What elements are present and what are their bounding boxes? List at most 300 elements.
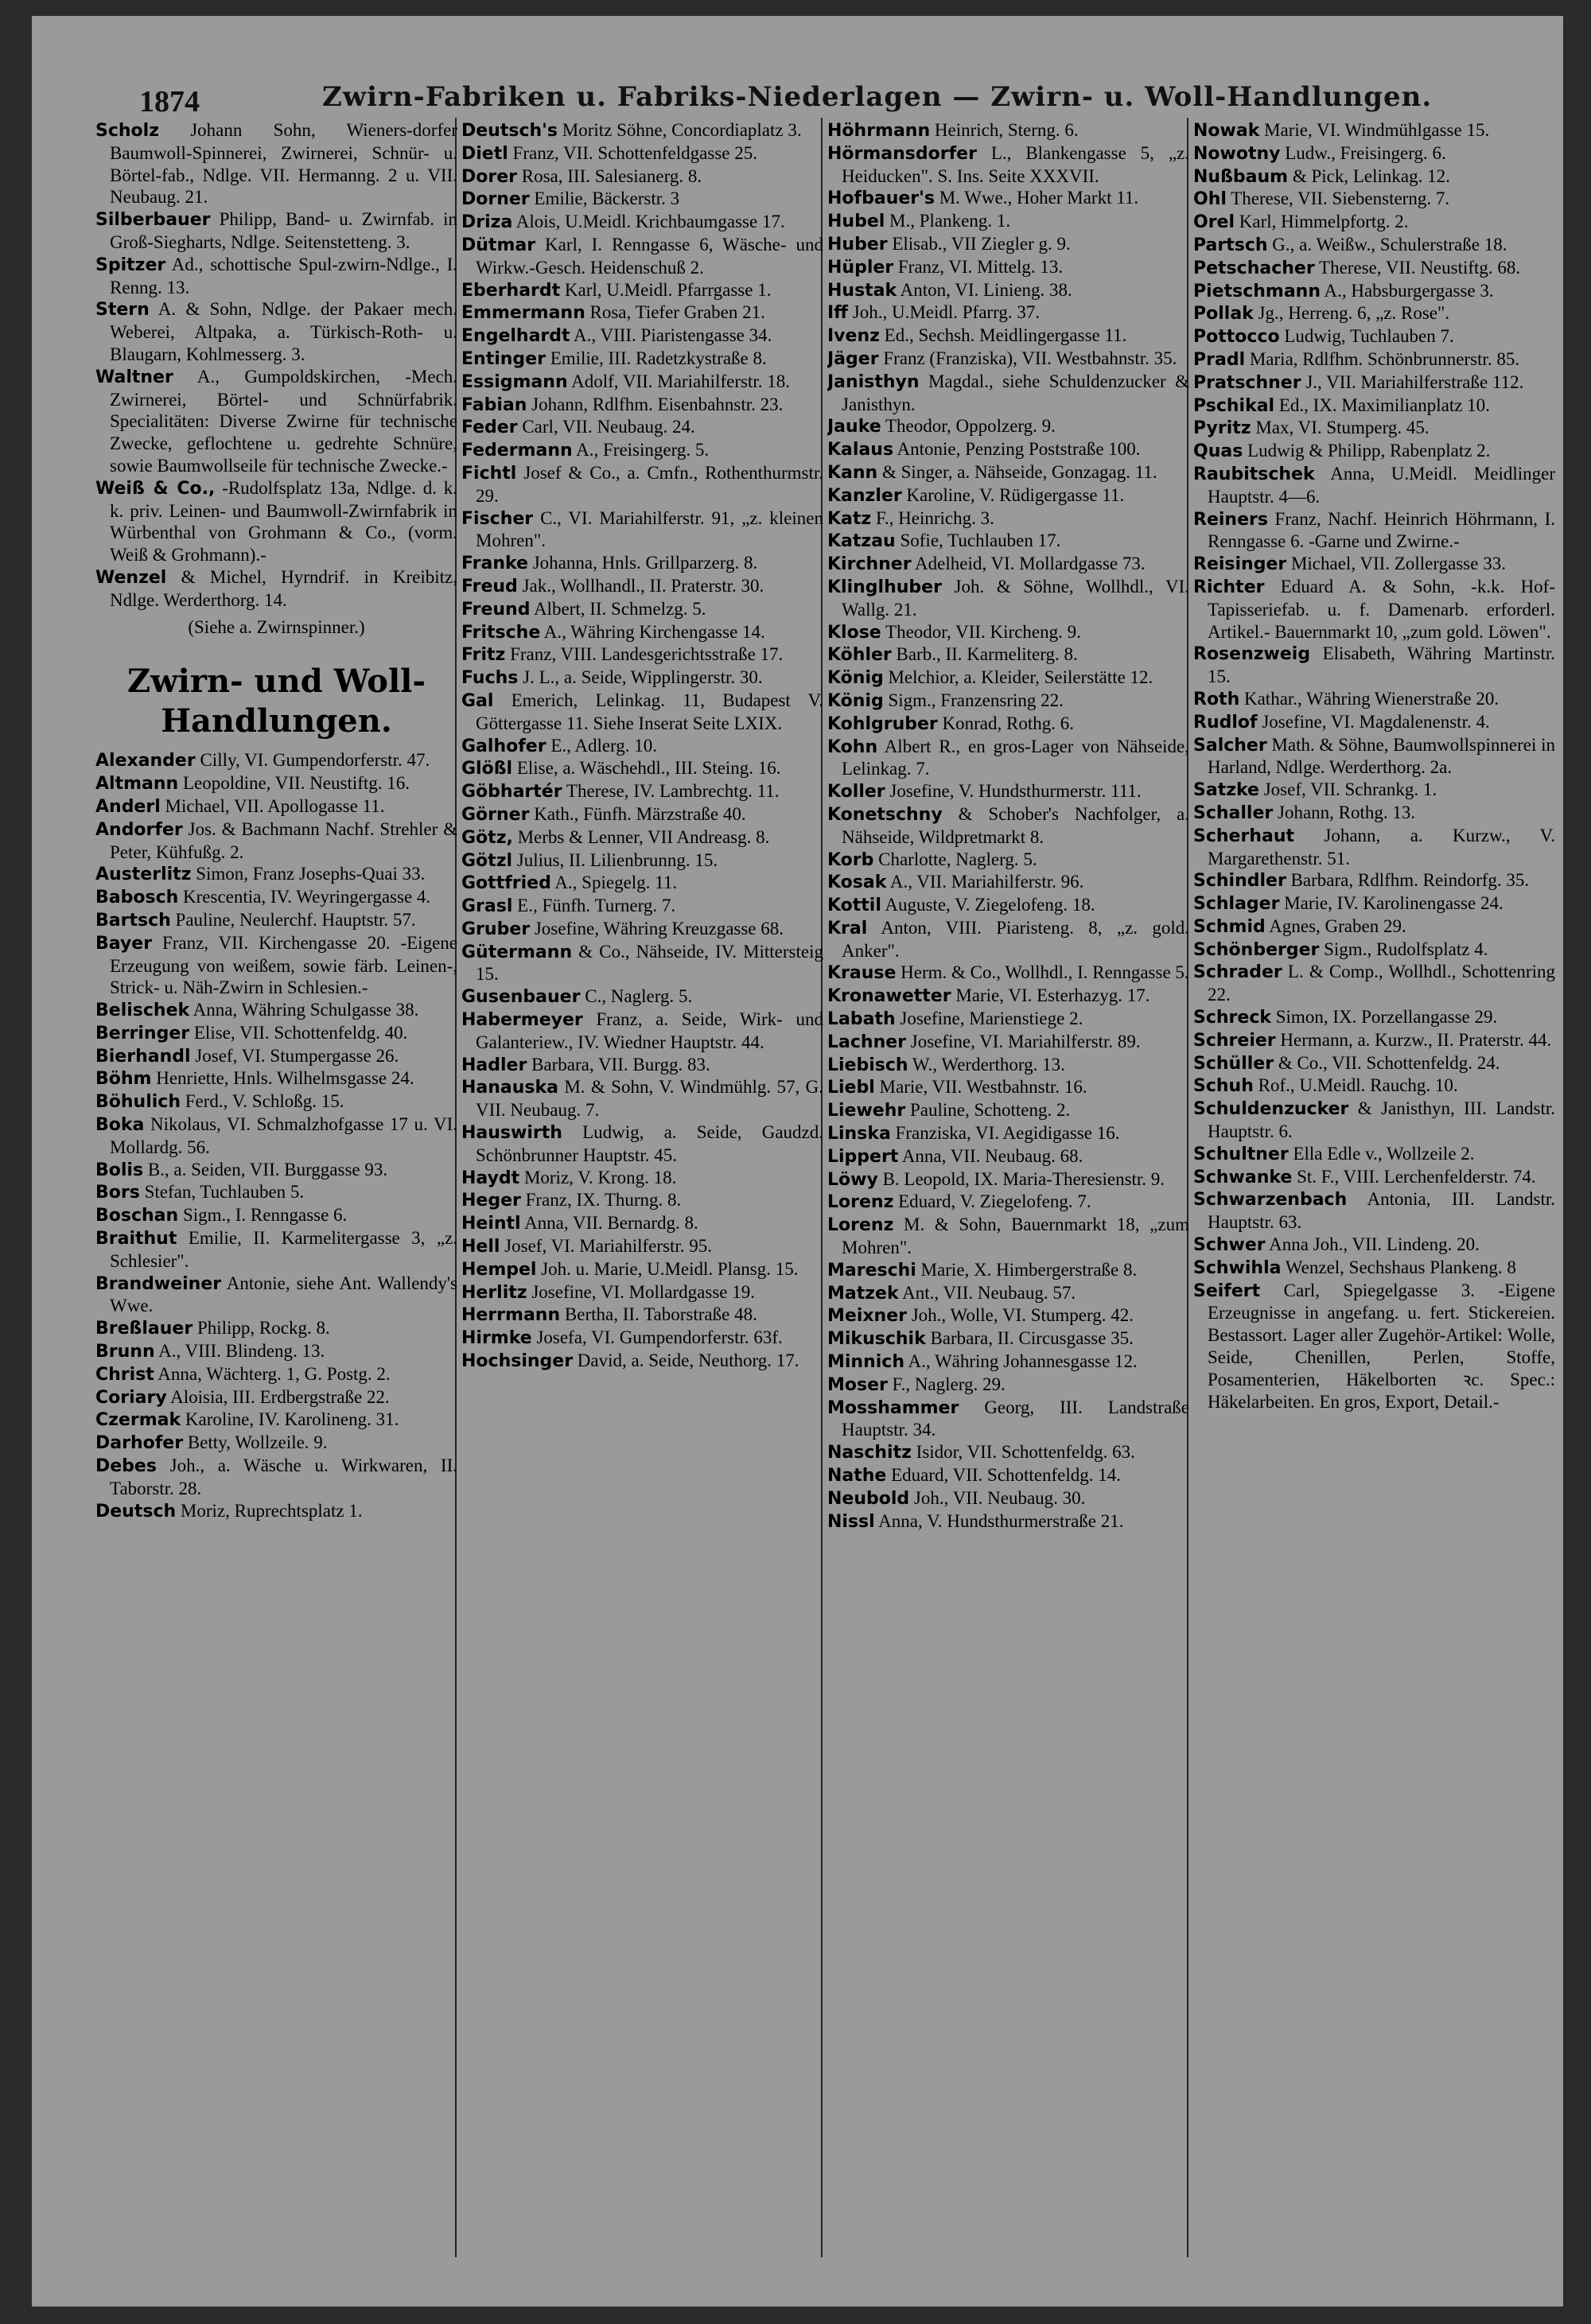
directory-entry (827, 1008, 1189, 1031)
entry-details: G., a. Weißw., Schulerstraße 18. (1267, 234, 1507, 255)
entry-name: Fischer (461, 508, 534, 529)
directory-entry (827, 484, 1189, 507)
entry-name: Eberhardt (461, 280, 561, 301)
directory-entry (461, 348, 823, 371)
entry-name: Nowotny (1193, 143, 1281, 164)
entry-name: Orel (1193, 212, 1235, 233)
entry-details: A., VIII. Blindeng. 13. (154, 1341, 325, 1362)
entry-details: Aloisia, III. Erdbergstraße 22. (166, 1386, 390, 1407)
entry-name: Schwer (1193, 1235, 1266, 1256)
directory-entry (95, 1067, 457, 1090)
directory-entry (461, 621, 823, 644)
entry-details: A., Habsburgergasse 3. (1321, 280, 1494, 301)
entry-name: Klose (827, 622, 881, 643)
entry-details: Therese, IV. Lambrechtg. 11. (562, 781, 780, 802)
entry-name: Korb (827, 849, 874, 870)
entry-name: Waltner (95, 367, 173, 387)
directory-entry (95, 1386, 457, 1409)
entry-name: Ivenz (827, 326, 880, 347)
entry-name: Scholz (95, 121, 160, 141)
entry-name: Kohn (827, 736, 878, 757)
directory-entry (461, 1008, 823, 1054)
directory-entry (461, 872, 823, 895)
entry-name: Hell (461, 1237, 500, 1257)
entry-details: Josef & Co., a. Cmfn., Rothenthurmstr. 29. (476, 462, 823, 506)
directory-entry (1193, 1166, 1555, 1189)
directory-entry (827, 461, 1189, 484)
entry-name: Herlitz (461, 1282, 527, 1303)
entry-name: Alexander (95, 751, 196, 771)
entry-details: Philipp, Band- u. Zwirnfab. in Groß-Siegharts, Ndlge. Seitenstetteng. 3. (110, 209, 457, 252)
directory-entry (827, 871, 1189, 894)
directory-entry (461, 757, 823, 780)
entry-name: Kottil (827, 896, 881, 916)
entry-details: Elise, a. Wäschehdl., III. Steing. 16. (512, 758, 781, 779)
entry-name: Berringer (95, 1023, 190, 1043)
entry-name: Mikuschik (827, 1329, 926, 1350)
entry-details: Michael, VII. Apollogasse 11. (160, 795, 385, 816)
entry-name: Böhulich (95, 1092, 181, 1113)
entry-name: Raubitschek (1193, 464, 1315, 484)
entry-name: Deutsch (95, 1501, 177, 1521)
column-4 (1193, 119, 1555, 2267)
directory-entry (461, 416, 823, 439)
directory-entry (827, 438, 1189, 461)
directory-entry (95, 1227, 457, 1273)
directory-entry (461, 1281, 823, 1304)
directory-entry (461, 826, 823, 849)
directory-entry (95, 772, 457, 795)
entry-details: Hermann, a. Kurzw., II. Praterstr. 44. (1275, 1029, 1552, 1050)
entry-details: Alois, U.Meidl. Krichbaumgasse 17. (512, 212, 785, 232)
entry-name: Hubel (827, 212, 885, 232)
entry-name: Hochsinger (461, 1351, 574, 1372)
entry-name: Habermeyer (461, 1010, 583, 1031)
directory-entry (461, 1350, 823, 1373)
entry-details: & Singer, a. Nähseide, Gonzagag. 11. (877, 461, 1157, 482)
directory-entry (95, 1181, 457, 1204)
entry-name: Kral (827, 918, 868, 939)
entry-details: Merbs & Lenner, VII Andreasg. 8. (512, 826, 770, 847)
directory-entry (1193, 1143, 1555, 1166)
directory-entry (461, 394, 823, 417)
entry-details: Ludwig, Tuchlauben 7. (1279, 326, 1454, 347)
directory-entry (827, 325, 1189, 348)
directory-entry (95, 999, 457, 1022)
directory-entry (461, 575, 823, 598)
directory-entry (461, 1121, 823, 1167)
entry-details: F., Naglerg. 29. (887, 1374, 1006, 1394)
directory-entry (1193, 892, 1555, 915)
directory-entry (461, 849, 823, 872)
entry-name: Hirmke (461, 1328, 532, 1349)
entry-details: Franz, a. Seide, Wirk- und Galanteriew., IV. Wiedner Hauptstr. 44. (476, 1009, 823, 1052)
entry-name: Lippert (827, 1146, 899, 1167)
entry-name: Stern (95, 300, 150, 321)
entry-name: Pschikal (1193, 395, 1275, 416)
directory-entry (461, 234, 823, 279)
directory-entry (95, 909, 457, 932)
entry-name: Darhofer (95, 1433, 184, 1454)
entry-name: Schönberger (1193, 939, 1320, 960)
entry-details: & Co., VII. Schottenfeldg. 24. (1274, 1052, 1500, 1073)
directory-entry (461, 1212, 823, 1235)
entry-name: Schwihla (1193, 1257, 1282, 1278)
entry-name: Janisthyn (827, 371, 920, 392)
entry-details: Sigm., Rudolfsplatz 4. (1319, 939, 1488, 959)
directory-entry (827, 119, 1189, 142)
entry-details: Carl, Spiegelgasse 3. -Eigene Erzeugnisse in angefang. u. fert. Stickereien. Bestassort. Lager aller Zugehör-Artikel: Wolle, Seide, Chenillen, Perlen, Stoffe, Posamenterien, Häkelborten ꝛc. Spec.: Häkelarbeiten. En gros, Export, Detail.- (1208, 1280, 1555, 1412)
entry-name: Weiß & Co., (95, 478, 216, 499)
directory-entry (827, 690, 1189, 713)
directory-entry (95, 1455, 457, 1500)
entry-name: Dütmar (461, 235, 536, 255)
entry-name: Boschan (95, 1206, 179, 1226)
entry-details: Heinrich, Sterng. 6. (930, 120, 1079, 140)
directory-entry (827, 1122, 1189, 1145)
entry-name: Andorfer (95, 819, 183, 840)
directory-entry (827, 643, 1189, 666)
entry-name: Mareschi (827, 1260, 916, 1281)
directory-entry (1193, 1280, 1555, 1413)
entry-details: Pauline, Schotteng. 2. (905, 1100, 1071, 1121)
entry-name: Bolis (95, 1160, 144, 1180)
directory-entry (461, 985, 823, 1008)
entry-name: Nowak (1193, 121, 1260, 141)
directory-entry (1193, 1029, 1555, 1052)
directory-entry (95, 298, 457, 365)
directory-entry (827, 1464, 1189, 1487)
entry-name: Schuldenzucker (1193, 1099, 1349, 1120)
directory-entry (1193, 961, 1555, 1006)
entry-name: Heintl (461, 1214, 521, 1234)
directory-entry (827, 1304, 1189, 1327)
directory-entry (827, 803, 1189, 849)
entry-details: Josefine, VI. Magdalenenstr. 4. (1257, 711, 1490, 732)
directory-entry (1193, 165, 1555, 188)
entry-details: Bertha, II. Taborstraße 48. (560, 1304, 757, 1325)
entry-name: Rudlof (1193, 712, 1258, 733)
entry-name: Schlager (1193, 894, 1280, 915)
entry-details: Marie, X. Himbergerstraße 8. (916, 1259, 1138, 1280)
entry-details: Marie, VII. Westbahnstr. 16. (874, 1077, 1087, 1098)
entry-name: Braithut (95, 1229, 177, 1249)
entry-details: Josefine, VI. Mariahilferstr. 89. (906, 1031, 1141, 1051)
entry-details: & Pick, Lelinkag. 12. (1288, 165, 1450, 186)
entry-details: Konrad, Rothg. 6. (937, 713, 1074, 733)
directory-entry (827, 1145, 1189, 1168)
entry-name: Fritz (461, 645, 506, 666)
directory-entry (827, 849, 1189, 872)
entry-name: Petschacher (1193, 258, 1315, 278)
directory-entry (461, 690, 823, 735)
entry-details: Ad., schottische Spul-zwirn-Ndlge., I. Renng. 13. (110, 254, 457, 297)
entry-name: Köhler (827, 645, 892, 666)
entry-name: Bayer (95, 933, 153, 954)
entry-name: Hadler (461, 1055, 527, 1075)
directory-entry (827, 713, 1189, 736)
directory-entry (461, 666, 823, 690)
entry-details: & Co., Nähseide, IV. Mittersteig 15. (476, 941, 823, 985)
directory-entry (827, 187, 1189, 210)
directory-entry (461, 895, 823, 918)
entry-details: Joh., a. Wäsche u. Wirkwaren, II. Taborstr. 28. (110, 1455, 457, 1498)
directory-entry (1193, 119, 1555, 142)
entry-name: Labath (827, 1009, 896, 1030)
directory-entry (461, 1235, 823, 1258)
entry-name: Höhrmann (827, 121, 931, 141)
entry-name: Bierhandl (95, 1046, 191, 1067)
entry-name: Schwanke (1193, 1167, 1293, 1187)
entry-details: E., Adlerg. 10. (546, 735, 658, 756)
entry-name: Pottocco (1193, 327, 1280, 348)
directory-entry (461, 188, 823, 211)
entry-details: Sigm., I. Renngasse 6. (178, 1205, 348, 1226)
directory-entry (827, 1191, 1189, 1214)
entry-details: Pauline, Neulerchf. Hauptstr. 57. (170, 909, 416, 930)
entry-details: Kath., Fünfh. Märzstraße 40. (529, 803, 746, 824)
cross-reference-note: (Siehe a. Zwirnspinner.) (188, 616, 365, 637)
entry-details: Josefine, Währing Kreuzgasse 68. (530, 918, 784, 939)
entry-details: Rosa, Tiefer Graben 21. (585, 302, 765, 323)
entry-name: Hörmansdorfer (827, 143, 977, 164)
entry-name: Seifert (1193, 1281, 1261, 1301)
entry-name: Schüller (1193, 1053, 1274, 1074)
entry-name: Pyritz (1193, 418, 1251, 439)
entry-name: Grasl (461, 896, 513, 917)
entry-details: Karl, U.Meidl. Pfarrgasse 1. (560, 279, 772, 300)
entry-details: Jos. & Bachmann Nachf. Strehler & Peter, Kühfußg. 2. (110, 818, 457, 862)
entry-details: Agnes, Graben 29. (1265, 915, 1406, 936)
entry-details: Auguste, V. Ziegelofeng. 18. (881, 895, 1095, 915)
entry-details: Johann, a. Kurzw., V. Margarethenstr. 51. (1208, 825, 1555, 869)
entry-list (95, 119, 457, 612)
entry-details: Johanna, Hnls. Grillparzerg. 8. (527, 553, 758, 573)
entry-details: Math. & Söhne, Baumwollspinnerei in Harland, Ndlge. Werderthorg. 2a. (1208, 734, 1555, 778)
entry-name: Linska (827, 1124, 891, 1145)
entry-details: Jg., Herreng. 6, „z. Rose". (1253, 303, 1450, 324)
entry-name: Rosenzweig (1193, 644, 1311, 665)
directory-entry (827, 256, 1189, 279)
directory-entry (95, 1204, 457, 1227)
entry-details: L., Blankengasse 5, „z. Heiducken". S. Ins. Seite XXXVII. (842, 142, 1189, 186)
directory-entry (461, 1167, 823, 1190)
entry-details: Franz, VI. Mittelg. 13. (893, 256, 1064, 277)
entry-details: -Rudolfsplatz 13a, Ndlge. d. k. k. priv. Leinen- und Baumwoll-Zwirnfabrik in Würbenthal von Grohmann & Co., (vorm. Weiß & Grohmann).- (110, 477, 457, 565)
entry-details: Jak., Wollhandl., II. Praterstr. 30. (517, 575, 764, 596)
entry-details: Rosa, III. Salesianerg. 8. (517, 165, 702, 186)
entry-name: Freund (461, 599, 531, 620)
directory-entry (827, 1397, 1189, 1442)
entry-details: A., Spiegelg. 11. (550, 872, 678, 893)
entry-name: Driza (461, 212, 513, 233)
entry-name: Kirchner (827, 554, 912, 575)
directory-entry (95, 1090, 457, 1113)
column-3 (827, 119, 1189, 2267)
directory-entry (1193, 394, 1555, 418)
directory-entry (1193, 1188, 1555, 1234)
directory-entry (1193, 1234, 1555, 1257)
entry-name: König (827, 690, 884, 711)
directory-entry (827, 1350, 1189, 1374)
directory-entry (827, 210, 1189, 233)
entry-details: J., VII. Mariahilferstraße 112. (1301, 371, 1524, 392)
entry-details: Wenzel, Sechshaus Plankeng. 8 (1281, 1257, 1516, 1277)
entry-details: Anna, Wächterg. 1, G. Postg. 2. (154, 1363, 391, 1384)
entry-name: Lachner (827, 1032, 906, 1052)
entry-details: Eduard A. & Sohn, -k.k. Hof-Tapisseriefab. u. f. Damenarb. erforderl. Artikel.- Bauernmarkt 10, „zum gold. Löwen". (1208, 576, 1555, 642)
entry-name: Breßlauer (95, 1319, 193, 1339)
directory-entry (1193, 463, 1555, 508)
directory-entry (1193, 417, 1555, 440)
entry-name: Schindler (1193, 871, 1286, 892)
directory-entry (827, 917, 1189, 962)
directory-entry (461, 1258, 823, 1281)
directory-entry (827, 780, 1189, 803)
entry-name: Gottfried (461, 873, 551, 894)
entry-name: Boka (95, 1115, 145, 1136)
entry-name: Pollak (1193, 304, 1254, 325)
entry-name: Görner (461, 804, 530, 825)
entry-name: Liebisch (827, 1055, 908, 1075)
entry-details: Emilie, Bäckerstr. 3 (529, 188, 680, 209)
entry-name: Dorer (461, 166, 517, 187)
entry-details: Rof., U.Meidl. Rauchg. 10. (1253, 1075, 1458, 1096)
directory-entry (1193, 371, 1555, 394)
directory-entry (95, 1113, 457, 1159)
entry-name: Haydt (461, 1168, 520, 1188)
directory-entry (1193, 711, 1555, 734)
entry-details: Josefine, VI. Mollardgasse 19. (527, 1281, 755, 1302)
entry-details: A., Währing Kirchengasse 14. (540, 621, 765, 642)
directory-entry (461, 165, 823, 188)
entry-details: M. Wwe., Hoher Markt 11. (934, 188, 1139, 208)
entry-name: Bors (95, 1183, 140, 1203)
entry-details: M. & Sohn, V. Windmühlg. 57, G. VII. Neubaug. 7. (476, 1077, 823, 1121)
directory-entry (827, 736, 1189, 781)
entry-name: Nußbaum (1193, 166, 1289, 187)
entry-name: Freud (461, 576, 518, 597)
directory-entry (461, 735, 823, 758)
entry-details: A., VII. Mariahilferstr. 96. (886, 872, 1084, 892)
directory-entry (95, 477, 457, 566)
entry-name: Glößl (461, 759, 513, 779)
directory-entry (95, 932, 457, 999)
entry-name: Anderl (95, 796, 161, 817)
directory-entry (1193, 1098, 1555, 1143)
entry-details: Simon, IX. Porzellangasse 29. (1271, 1007, 1498, 1028)
entry-details: Theodor, Oppolzerg. 9. (881, 416, 1056, 437)
entry-details: Ludwig, a. Seide, Gaudzd. Schönbrunner Hauptstr. 45. (476, 1122, 823, 1165)
directory-entry (1193, 939, 1555, 962)
directory-entry (827, 1510, 1189, 1533)
entry-details: Josef, VII. Schrankg. 1. (1258, 779, 1437, 800)
entry-name: Gruber (461, 919, 531, 939)
directory-entry (95, 749, 457, 772)
entry-name: Dietl (461, 143, 508, 164)
entry-details: Barb., II. Karmeliterg. 8. (891, 644, 1078, 665)
entry-name: Kosak (827, 872, 887, 893)
entry-name: Götzl (461, 850, 513, 871)
column-1 (95, 119, 457, 2267)
entry-details: Krescentia, IV. Weyringergasse 4. (178, 887, 431, 907)
entry-details: Franz, Nachf. Heinrich Höhrmann, I. Renngasse 6. -Garne und Zwirne.- (1208, 508, 1555, 552)
directory-entry (1193, 643, 1555, 688)
entry-details: Elise, VII. Schottenfeldg. 40. (189, 1022, 408, 1043)
entry-name: Fuchs (461, 668, 519, 689)
entry-details: Joh., VII. Neubaug. 30. (909, 1487, 1086, 1508)
entry-name: Fichtl (461, 463, 517, 484)
entry-name: Schuh (1193, 1076, 1254, 1097)
entry-name: Silberbauer (95, 210, 211, 231)
entry-name: Schaller (1193, 803, 1274, 823)
entry-name: Nathe (827, 1466, 887, 1487)
directory-entry (95, 863, 457, 886)
directory-entry (827, 233, 1189, 256)
entry-details: Betty, Wollzeile. 9. (183, 1432, 328, 1453)
entry-name: Quas (1193, 441, 1243, 462)
entry-name: Fritsche (461, 622, 541, 643)
entry-details: Moriz, Ruprechtsplatz 1. (176, 1500, 363, 1521)
directory-entry (827, 415, 1189, 438)
entry-name: Gütermann (461, 942, 573, 962)
directory-entry (827, 1441, 1189, 1464)
entry-details: Adolf, VII. Mariahilferstr. 18. (567, 371, 790, 391)
entry-details: & Michel, Hyrndrif. in Kreibitz, Ndlge. Werderthorg. 14. (110, 566, 457, 610)
entry-details: Charlotte, Naglerg. 5. (873, 849, 1037, 869)
entry-name: Konetschny (827, 804, 943, 825)
entry-name: Bartsch (95, 910, 171, 931)
entry-details: Stefan, Tuchlauben 5. (139, 1182, 305, 1203)
entry-name: Brandweiner (95, 1273, 222, 1294)
entry-name: Hanauska (461, 1078, 558, 1098)
directory-entry (461, 1054, 823, 1077)
entry-name: Coriary (95, 1387, 167, 1408)
entry-name: Koller (827, 782, 885, 803)
entry-name: Katz (827, 508, 872, 529)
directory-entry (95, 1045, 457, 1068)
entry-details: Josef, VI. Mariahilferstr. 95. (500, 1236, 712, 1257)
entry-details: Joh., Wolle, VI. Stumperg. 42. (906, 1305, 1134, 1326)
entry-name: Pradl (1193, 349, 1246, 370)
entry-details: Sigm., Franzensring 22. (883, 690, 1064, 710)
directory-entry (1193, 688, 1555, 711)
directory-entry (827, 985, 1189, 1008)
directory-entry (1193, 440, 1555, 463)
entry-name: Katzau (827, 531, 896, 552)
entry-details: Isidor, VII. Schottenfeldg. 63. (911, 1442, 1135, 1463)
entry-name: Liebl (827, 1078, 875, 1098)
directory-entry (461, 211, 823, 234)
entry-details: Ella Edle v., Wollzeile 2. (1288, 1143, 1475, 1164)
directory-entry (461, 1327, 823, 1350)
entry-details: Josefine, V. Hundsthurmerstr. 111. (885, 781, 1142, 802)
directory-entry (827, 1054, 1189, 1077)
directory-entry (95, 1022, 457, 1045)
entry-details: Ferd., V. Schloßg. 15. (181, 1091, 344, 1112)
entry-details: Sofie, Tuchlauben 17. (895, 530, 1061, 551)
entry-name: Hempel (461, 1259, 537, 1280)
directory-entry (827, 666, 1189, 690)
entry-details: B. Leopold, IX. Maria-Theresienstr. 9. (877, 1168, 1165, 1189)
entry-name: Schmid (1193, 916, 1266, 937)
directory-entry (827, 1168, 1189, 1191)
entry-name: Meixner (827, 1306, 907, 1327)
entry-list (827, 119, 1189, 1533)
entry-name: Matzek (827, 1283, 899, 1304)
directory-entry (1193, 1257, 1555, 1280)
entry-name: Hofbauer's (827, 188, 935, 209)
